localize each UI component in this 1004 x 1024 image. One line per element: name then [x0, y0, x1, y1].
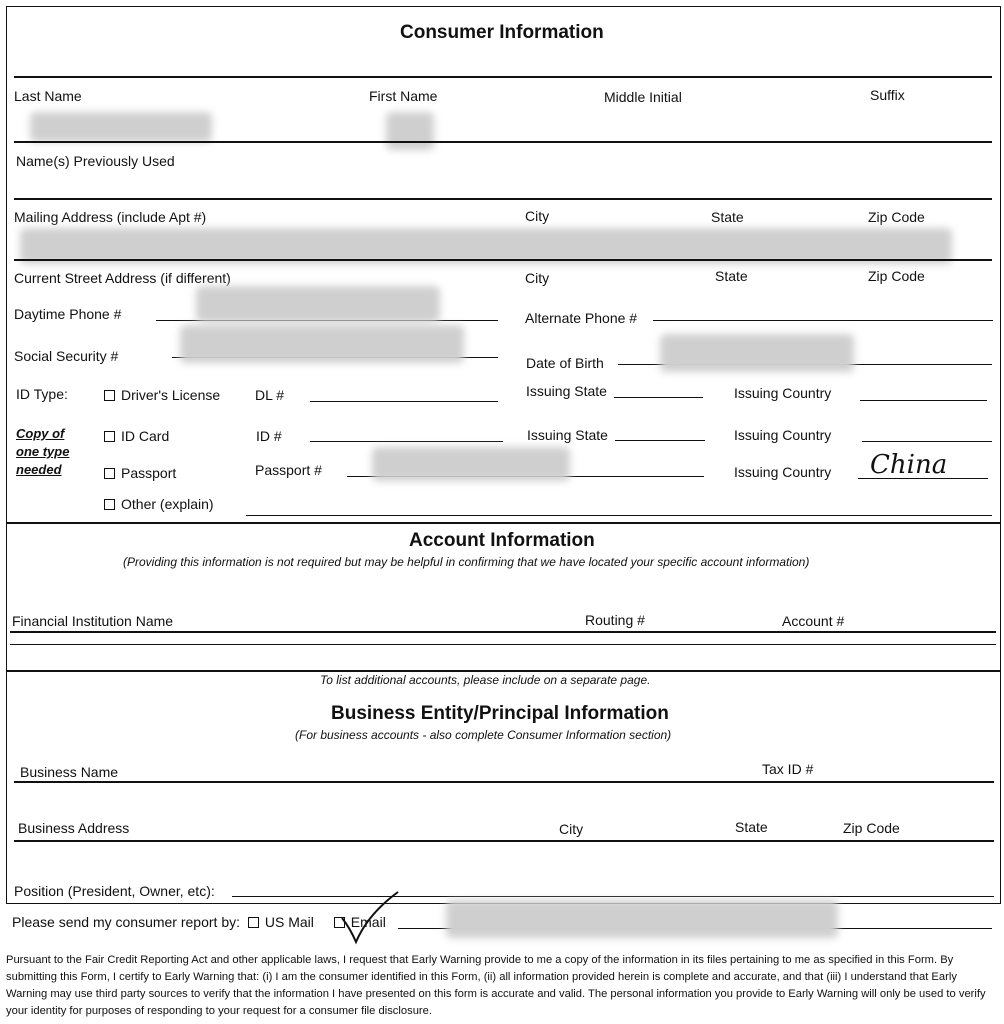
business-name-label: Business Name [20, 764, 119, 780]
divider [10, 644, 996, 645]
dob-label: Date of Birth [526, 355, 604, 371]
copy-note-line: needed [16, 462, 62, 477]
state-label: State [711, 209, 744, 225]
institution-label: Financial Institution Name [12, 613, 174, 629]
mailing-address-label: Mailing Address (include Apt #) [14, 209, 207, 225]
position-label: Position (President, Owner, etc): [14, 883, 215, 899]
routing-label: Routing # [585, 612, 645, 628]
email-label: Email [350, 914, 386, 930]
first-name-label: First Name [369, 88, 438, 104]
business-subtitle: (For business accounts - also complete Consumer Information section) [295, 728, 672, 742]
id-type-label: ID Type: [16, 386, 68, 402]
current-address-label: Current Street Address (if different) [14, 270, 231, 286]
ssn-field[interactable] [180, 325, 464, 363]
copy-note-line: Copy of [16, 426, 65, 441]
copy-note-line: one type [16, 444, 70, 459]
zip-label: Zip Code [868, 209, 925, 225]
first-name-field[interactable] [386, 112, 434, 150]
id-card-label: ID Card [121, 428, 170, 444]
account-subtitle: (Providing this information is not required but may be helpful in confirming that we have located your specific account information) [123, 555, 810, 569]
checkbox-icon [104, 390, 115, 401]
daytime-phone-field[interactable] [196, 286, 440, 322]
id-number-label: ID # [256, 428, 282, 444]
account-number-label: Account # [782, 613, 845, 629]
last-name-field[interactable] [30, 112, 212, 142]
divider [14, 781, 994, 783]
ssn-label: Social Security # [14, 348, 119, 364]
delivery-prompt: Please send my consumer report by: [12, 914, 240, 930]
other-explain-line[interactable] [246, 515, 992, 516]
id-number-line[interactable] [310, 441, 503, 442]
state-label: State [715, 268, 748, 284]
legal-disclosure: Pursuant to the Fair Credit Reporting Act and other applicable laws, I request that Early Warning provide to me a copy of the information in its files pertaining to me as specified in this Form. By submitting this Form, I certify to Early Warning that: (i) I am the consumer identified in this Form, (ii) all information provided herein is complete and accurate, and that (iii) I understand that Early Warning may use third party sources to verify that the information I have presented on this form is accurate and valid. The personal information you provide to Early Warning will only be used to verify your identity for purposes of responding to your request for a consumer file disclosure. [6, 954, 986, 1017]
middle-initial-label: Middle Initial [604, 89, 682, 105]
business-zip-label: Zip Code [843, 820, 900, 836]
passport-checkbox[interactable] [104, 465, 176, 481]
alternate-phone-line[interactable] [653, 320, 993, 321]
divider [14, 840, 994, 842]
account-title: Account Information [409, 530, 595, 551]
city-label: City [525, 208, 550, 224]
city-label: City [525, 270, 550, 286]
id-card-checkbox[interactable] [104, 428, 169, 444]
handwritten-checkmark-icon [338, 888, 408, 948]
consumer-title: Consumer Information [400, 22, 604, 43]
email-field[interactable] [446, 900, 838, 938]
copy-note [16, 425, 69, 479]
passport-label: Passport [121, 465, 177, 481]
divider [14, 76, 992, 78]
last-name-label: Last Name [14, 88, 82, 104]
dl-number-label: DL # [255, 387, 285, 403]
divider [14, 259, 992, 261]
business-state-label: State [735, 819, 768, 835]
zip-label: Zip Code [868, 268, 925, 284]
divider [10, 631, 996, 633]
divider [14, 198, 992, 200]
previous-names-label: Name(s) Previously Used [16, 153, 175, 169]
issuing-state-label: Issuing State [527, 427, 608, 443]
issuing-country-label: Issuing Country [734, 464, 832, 480]
checkbox-icon [104, 499, 115, 510]
business-address-label: Business Address [18, 820, 130, 836]
issuing-country-label: Issuing Country [734, 385, 832, 401]
business-title: Business Entity/Principal Information [331, 703, 669, 724]
other-label: Other (explain) [121, 496, 214, 512]
issuing-state-line[interactable] [615, 440, 705, 441]
checkbox-icon [248, 917, 259, 928]
checkbox-icon [104, 431, 115, 442]
passport-country-handwritten[interactable]: China [870, 450, 948, 480]
checkbox-icon [104, 468, 115, 479]
drivers-license-checkbox[interactable] [104, 387, 220, 403]
additional-accounts-note: To list additional accounts, please include on a separate page. [320, 673, 651, 687]
dob-field[interactable] [660, 334, 854, 372]
drivers-license-label: Driver's License [121, 387, 221, 403]
suffix-label: Suffix [870, 87, 905, 103]
daytime-phone-label: Daytime Phone # [14, 306, 122, 322]
tax-id-label: Tax ID # [762, 761, 814, 777]
issuing-country-line[interactable] [860, 400, 987, 401]
other-checkbox[interactable] [104, 496, 214, 512]
us-mail-checkbox[interactable] [248, 914, 314, 930]
dl-number-line[interactable] [310, 401, 498, 402]
issuing-country-line[interactable] [862, 441, 992, 442]
issuing-country-label: Issuing Country [734, 427, 832, 443]
issuing-state-label: Issuing State [526, 383, 607, 399]
passport-number-field[interactable] [372, 447, 570, 481]
delivery-row [12, 914, 386, 930]
passport-number-label: Passport # [255, 462, 322, 478]
divider [14, 141, 992, 143]
business-city-label: City [559, 821, 584, 837]
issuing-state-line[interactable] [614, 397, 703, 398]
alternate-phone-label: Alternate Phone # [525, 310, 638, 326]
us-mail-label: US Mail [264, 914, 314, 930]
